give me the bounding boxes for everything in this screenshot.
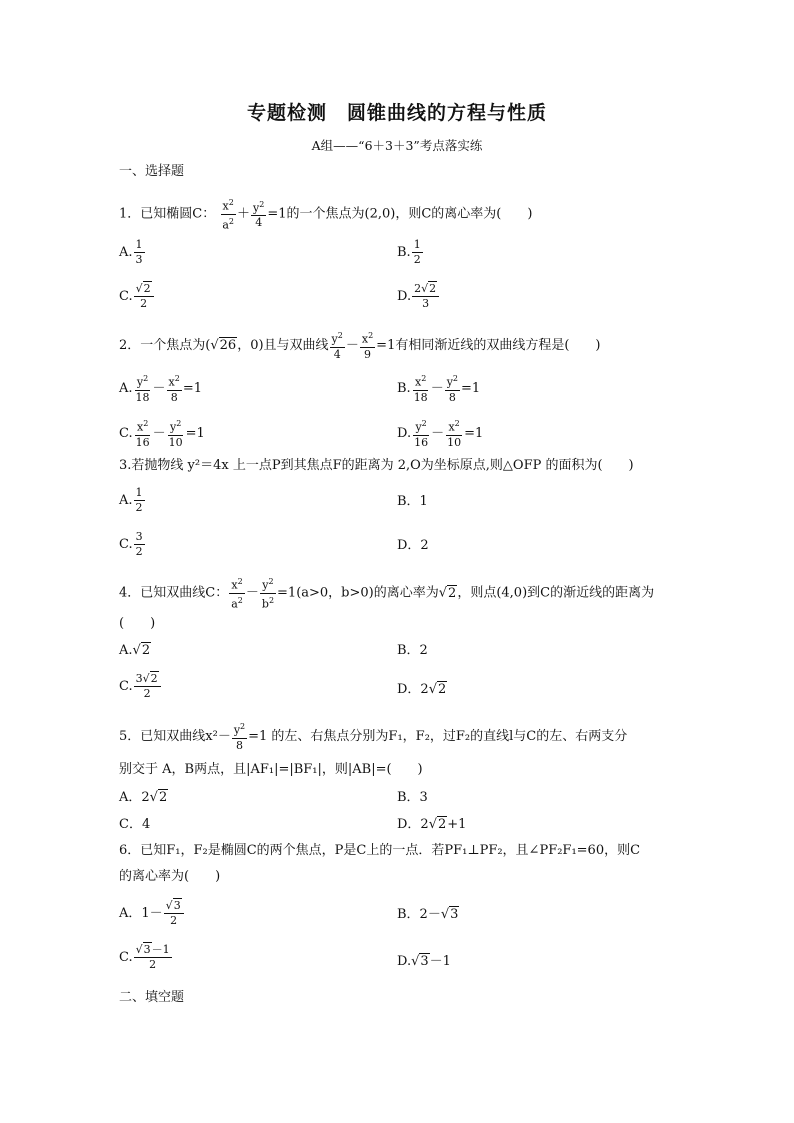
q1-option-d: D. $\frac{2√2}{3}$ — [397, 282, 440, 311]
q2-option-a: A. $\frac{y^2}{18}$ － $\frac{x^2}{8}$ =1 — [119, 374, 203, 404]
page-title: 专题检测 圆锥曲线的方程与性质 — [246, 102, 547, 124]
q5-option-c: C．4 — [119, 817, 151, 832]
question-4-paren: ( ) — [119, 616, 156, 631]
q2-option-c: C. $\frac{x^2}{16}$ － $\frac{y^2}{10}$ =1 — [119, 419, 205, 449]
question-3: 3.若抛物线 y²＝4x 上一点P到其焦点F的距离为 2,O为坐标原点,则△OFP 的面积为( ) — [119, 458, 634, 473]
q3-option-d: D．2 — [397, 538, 429, 553]
page-subtitle: A组——“6＋3＋3”考点落实练 — [311, 138, 483, 153]
q6-option-d: D.√3－1 — [397, 954, 451, 969]
section-heading-fill: 二、填空题 — [119, 990, 185, 1005]
q1-option-b: B. $\frac{1}{2}$ — [397, 238, 421, 266]
q2-option-b: B. $\frac{x^2}{18}$ － $\frac{y^2}{8}$ =1 — [397, 374, 481, 404]
q4-option-b: B．2 — [397, 643, 428, 658]
question-6-line2: 的离心率为( ) — [119, 869, 221, 884]
question-4: 4．已知双曲线C： $\frac{x^2}{a^2}$ － $\frac{y^2}{b^2}$ =1(a>0，b>0)的离心率为√2，则点(4,0)到C的渐近线的距离为 — [119, 577, 655, 611]
q1-option-a: A. $\frac{1}{3}$ — [119, 238, 143, 266]
q5-option-d: D．2√2+1 — [397, 817, 467, 832]
q3-option-a: A. $\frac{1}{2}$ — [119, 486, 143, 514]
q2-option-d: D. $\frac{y^2}{16}$ － $\frac{x^2}{10}$ =1 — [397, 419, 484, 449]
question-2: 2．一个焦点为(√26，0)且与双曲线 $\frac{y^2}{4}$ － $\frac{x^2}{9}$ =1有相同渐近线的双曲线方程是( ) — [119, 331, 601, 361]
question-5: 5．已知双曲线x²－ $\frac{y^2}{8}$ =1 的左、右焦点分别为F₁，F₂，过F₂的直线l与C的左、右两支分 — [119, 722, 628, 752]
q6-option-c: C. $\frac{√3-1}{2}$ — [119, 943, 170, 971]
q4-option-a: A.√2 — [119, 643, 151, 658]
q5-option-b: B．3 — [397, 790, 428, 805]
section-heading-choice: 一、选择题 — [119, 164, 185, 179]
q3-option-c: C. $\frac{3}{2}$ — [119, 530, 143, 558]
q4-option-d: D．2√2 — [397, 682, 447, 697]
q4-option-c: C. $\frac{3√2}{2}$ — [119, 672, 162, 701]
q6-option-b: B．2－√3 — [397, 907, 459, 922]
question-5-line2: 别交于 A，B两点，且|AF₁|=|BF₁|，则|AB|=( ) — [119, 762, 423, 777]
q6-option-a: A．1－ $\frac{√3}{2}$ — [119, 899, 185, 928]
question-6: 6．已知F₁，F₂是椭圆C的两个焦点，P是C上的一点．若PF₁⊥PF₂，且∠PF₂F₁=60，则C — [119, 843, 641, 858]
q3-option-b: B．1 — [397, 494, 428, 509]
q1-option-c: C. $\frac{√2}{2}$ — [119, 282, 155, 311]
q5-option-a: A．2√2 — [119, 790, 168, 805]
question-1: 1．已知椭圆C： $\frac{x^2}{a^2}$ ＋ $\frac{y^2}{4}$ =1的一个焦点为(2,0)，则C的离心率为( ) — [119, 198, 533, 232]
